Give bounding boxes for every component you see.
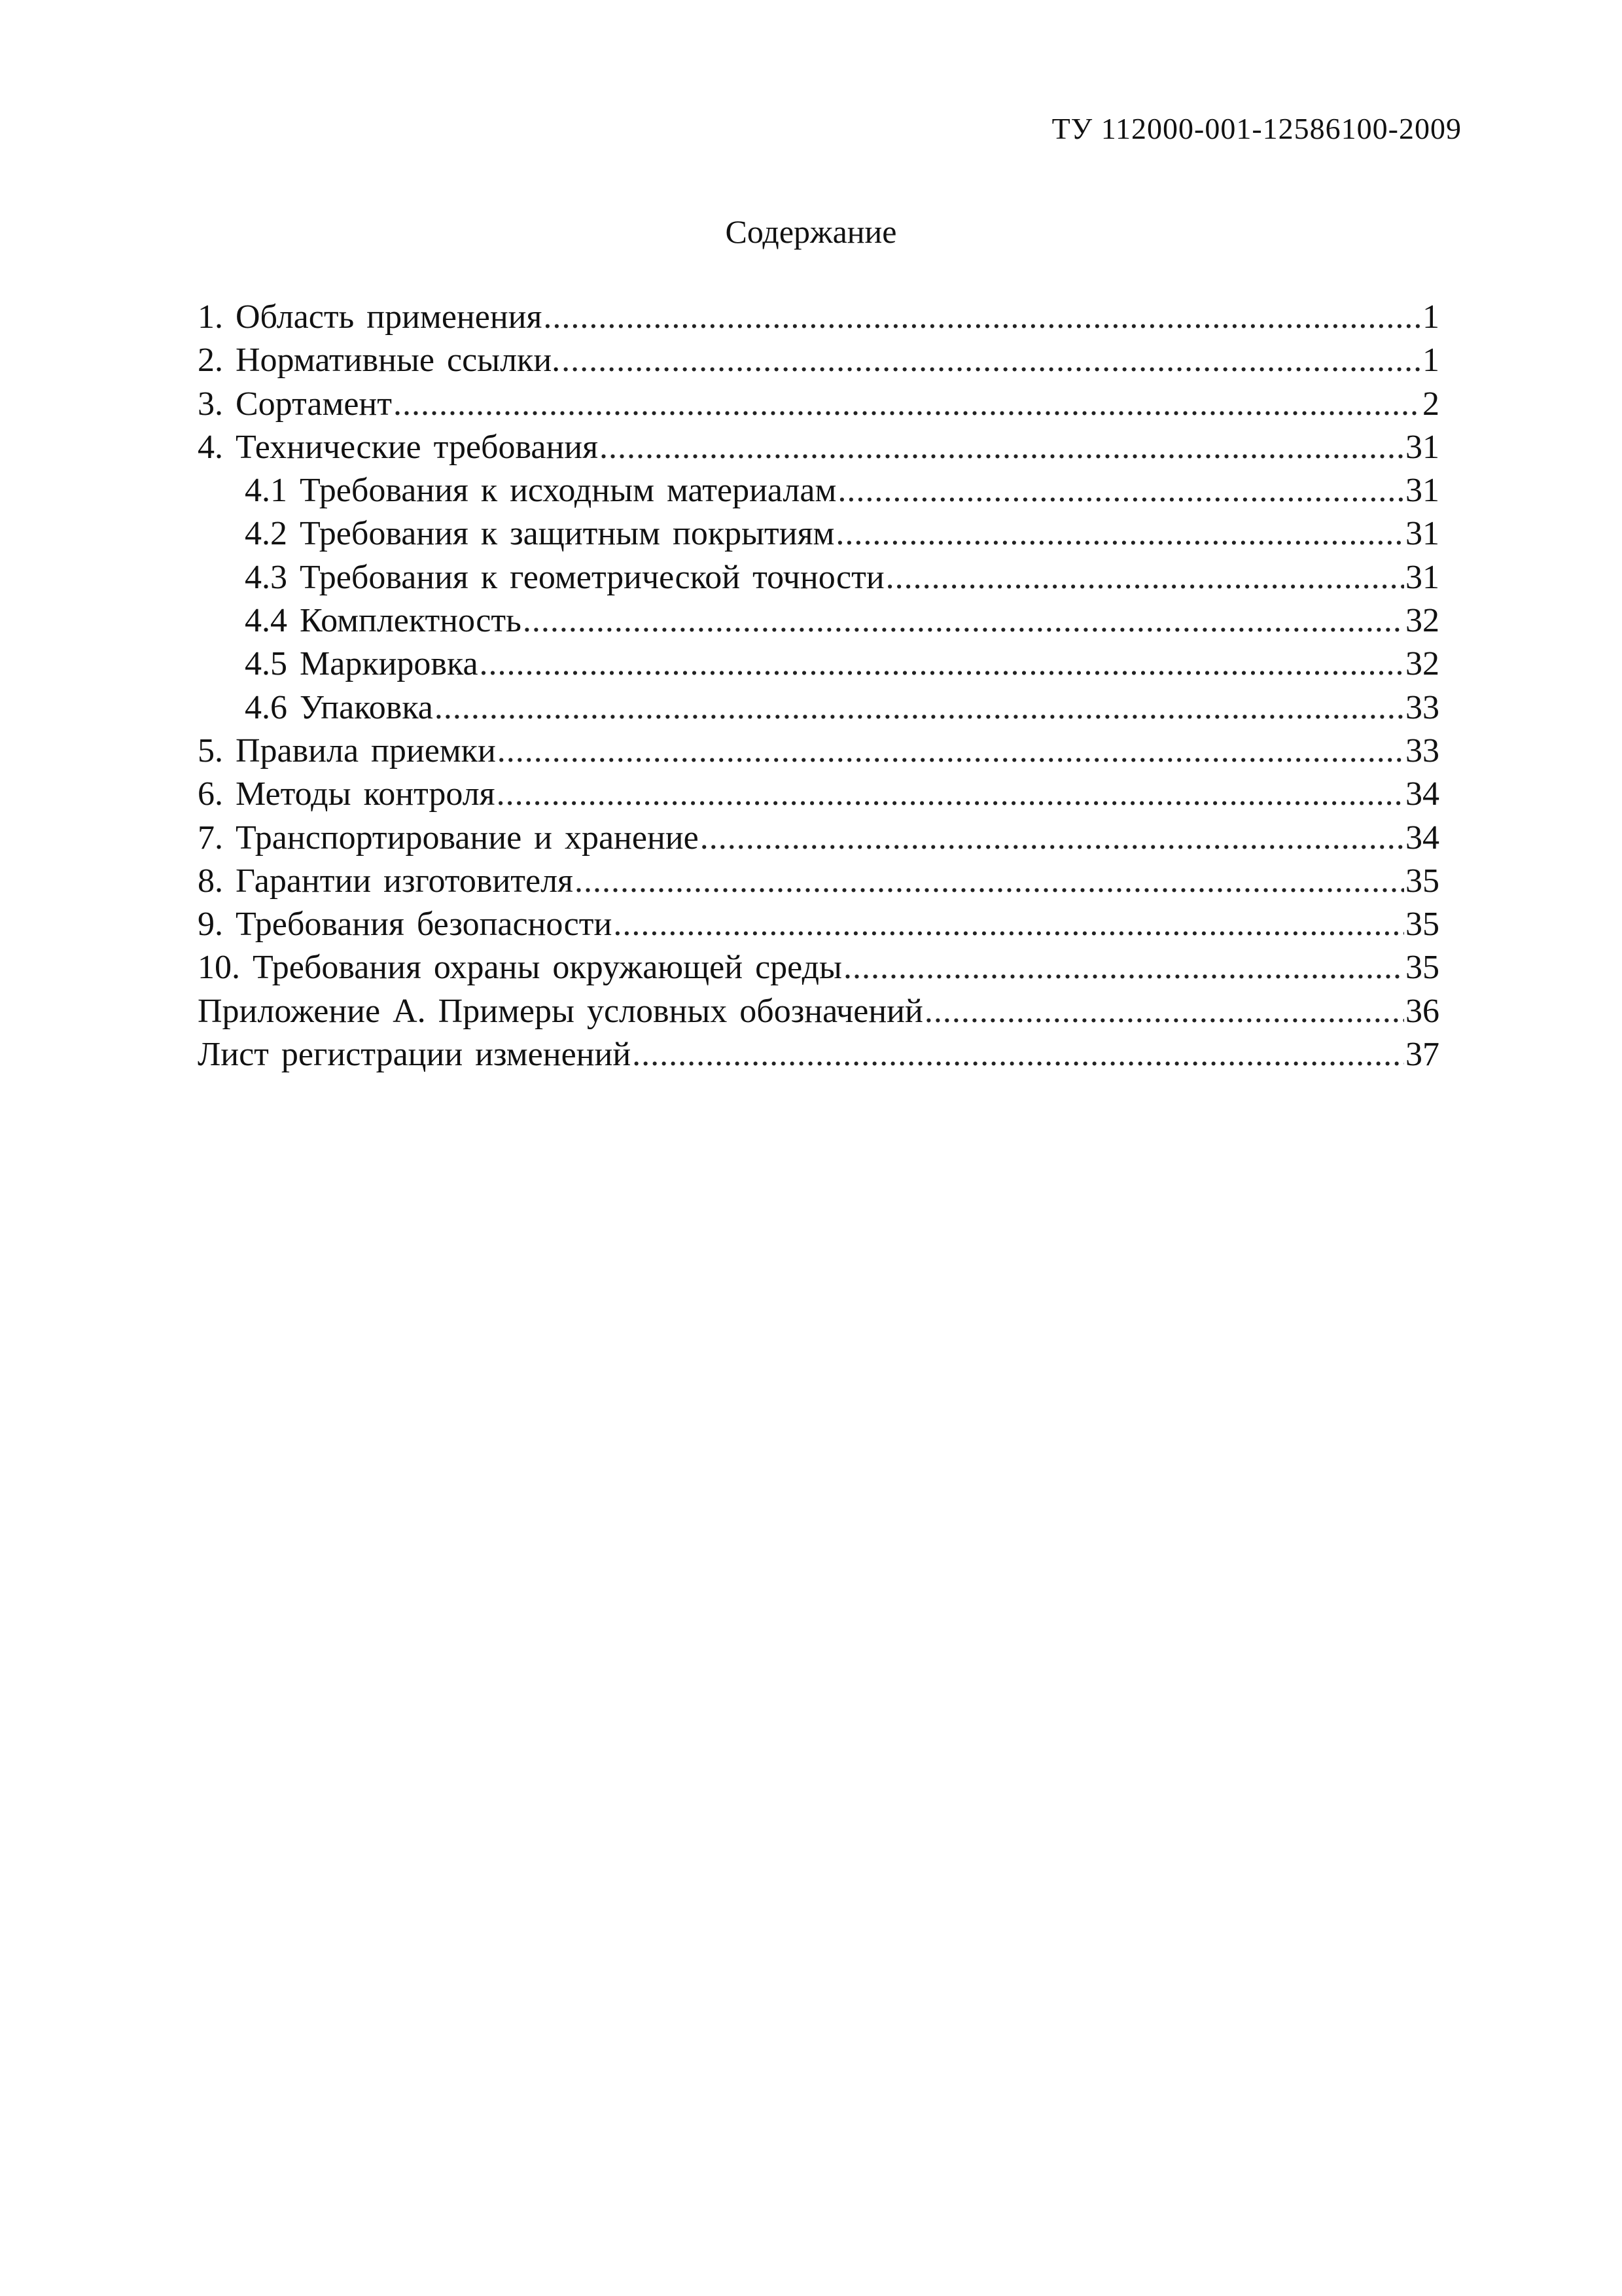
- toc-entry[interactable]: [198, 426, 1439, 469]
- toc-dot-leader: [523, 599, 1404, 643]
- table-of-contents: [198, 296, 1439, 1076]
- toc-entry-page: 32: [1405, 602, 1439, 640]
- toc-entry-page: 31: [1405, 472, 1439, 510]
- toc-dot-leader: [836, 512, 1404, 556]
- toc-entry-page: 37: [1405, 1036, 1439, 1074]
- toc-dot-leader: [632, 1033, 1404, 1076]
- toc-entry-page: 34: [1405, 819, 1439, 857]
- toc-dot-leader: [925, 990, 1404, 1033]
- toc-title: Содержание: [725, 213, 897, 250]
- toc-entry-label: 4.5 Маркировка: [245, 645, 478, 683]
- toc-entry-page: 33: [1405, 688, 1439, 726]
- toc-dot-leader: [613, 903, 1404, 946]
- toc-entry-label: 4.4 Комплектность: [245, 602, 521, 640]
- toc-entry-page: 31: [1405, 428, 1439, 466]
- toc-dot-leader: [599, 426, 1404, 469]
- toc-subentry[interactable]: [198, 599, 1439, 643]
- toc-entry-label: 10. Требования охраны окружающей среды: [198, 949, 842, 987]
- toc-subentry[interactable]: [198, 469, 1439, 512]
- toc-subentry[interactable]: [198, 512, 1439, 556]
- toc-entry-page: 31: [1405, 515, 1439, 553]
- document-code: ТУ 112000-001-12586100-2009: [1051, 112, 1462, 145]
- toc-dot-leader: [574, 860, 1404, 903]
- toc-entry-label: 4.6 Упаковка: [245, 688, 433, 726]
- toc-entry-label: 3. Сортамент: [198, 385, 392, 423]
- toc-entry[interactable]: [198, 817, 1439, 860]
- toc-entry[interactable]: [198, 730, 1439, 773]
- toc-dot-leader: [434, 686, 1404, 730]
- toc-entry-page: 35: [1405, 862, 1439, 900]
- toc-entry-label: 4. Технические требования: [198, 428, 599, 466]
- toc-entry-label: 6. Методы контроля: [198, 775, 495, 813]
- toc-entry-page: 1: [1422, 342, 1439, 380]
- toc-entry-page: 33: [1405, 732, 1439, 769]
- toc-dot-leader: [843, 946, 1404, 989]
- toc-entry-label: 4.1 Требования к исходным материалам: [245, 472, 837, 510]
- toc-dot-leader: [700, 817, 1404, 860]
- toc-entry-page: 1: [1422, 298, 1439, 336]
- toc-entry-label: Лист регистрации изменений: [198, 1036, 631, 1074]
- toc-entry-label: 2. Нормативные ссылки.: [198, 342, 561, 380]
- toc-entry-page: 31: [1405, 558, 1439, 596]
- toc-entry-label: 7. Транспортирование и хранение: [198, 819, 699, 857]
- toc-dot-leader: [480, 643, 1404, 686]
- toc-entry[interactable]: [198, 860, 1439, 903]
- toc-entry-label: 8. Гарантии изготовителя: [198, 862, 573, 900]
- toc-entry-label: 4.2 Требования к защитным покрытиям: [245, 515, 835, 553]
- toc-subentry[interactable]: [198, 686, 1439, 730]
- toc-entry[interactable]: [198, 990, 1439, 1033]
- toc-entry-label: 5. Правила приемки: [198, 732, 496, 769]
- toc-entry[interactable]: [198, 383, 1439, 426]
- toc-entry[interactable]: [198, 1033, 1439, 1076]
- toc-entry[interactable]: [198, 773, 1439, 816]
- toc-dot-leader: [837, 469, 1404, 512]
- toc-entry[interactable]: [198, 946, 1439, 989]
- toc-entry-page: 35: [1405, 906, 1439, 944]
- toc-entry[interactable]: [198, 903, 1439, 946]
- toc-dot-leader: [543, 296, 1420, 339]
- toc-entry-label: Приложение А. Примеры условных обозначений: [198, 992, 923, 1030]
- toc-dot-leader: [886, 556, 1404, 599]
- toc-entry[interactable]: [198, 296, 1439, 339]
- toc-dot-leader: [497, 773, 1404, 816]
- toc-entry-label: 4.3 Требования к геометрической точности: [245, 558, 885, 596]
- toc-entry-page: 2: [1422, 385, 1439, 423]
- toc-entry[interactable]: [198, 339, 1439, 382]
- toc-entry-page: 32: [1405, 645, 1439, 683]
- toc-dot-leader: [393, 383, 1420, 426]
- toc-entry-page: 34: [1405, 775, 1439, 813]
- toc-entry-label: 1. Область применения: [198, 298, 542, 336]
- toc-entry-page: 35: [1405, 949, 1439, 987]
- toc-subentry[interactable]: [198, 643, 1439, 686]
- toc-entry-label: 9. Требования безопасности: [198, 906, 612, 944]
- toc-dot-leader: [561, 339, 1420, 382]
- toc-dot-leader: [497, 730, 1404, 773]
- toc-entry-page: 36: [1405, 992, 1439, 1030]
- toc-subentry[interactable]: [198, 556, 1439, 599]
